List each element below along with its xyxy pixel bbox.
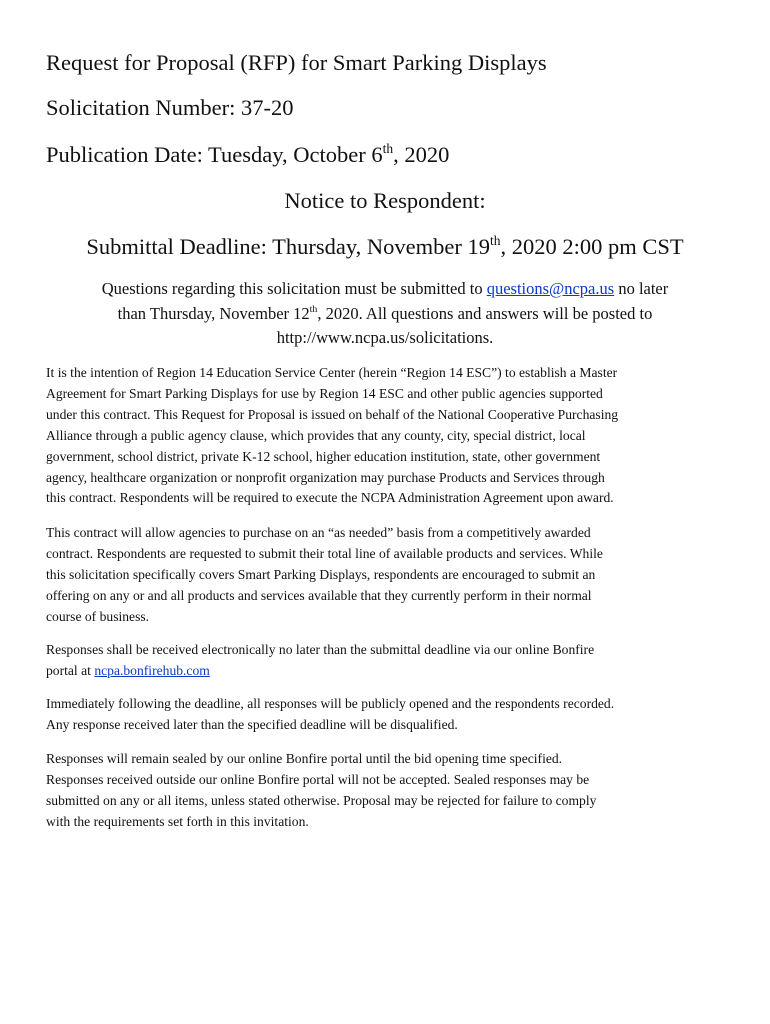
submittal-deadline-ordinal: th (490, 232, 501, 248)
submittal-deadline-time: , 2020 2:00 pm CST (500, 234, 684, 259)
paragraph-line: Alliance through a public agency clause, which provides that any county, city, special district, local (46, 427, 586, 443)
paragraph-line: Responses will remain sealed by our online Bonfire portal until the bid opening time specified. (46, 751, 563, 766)
paragraph-line: Any response received later than the specified deadline will be disqualified. (46, 716, 458, 732)
paragraph-line: contract. Respondents are requested to submit their total line of available products and services. While (46, 545, 603, 561)
paragraph-line (46, 661, 730, 682)
paragraph-line: this solicitation specifically covers Smart Parking Displays, respondents are encouraged to submit an (46, 566, 596, 582)
questions-deadline-ordinal: th (309, 303, 318, 315)
questions-deadline-tail: , 2020. All questions and answers will be posted to (317, 303, 653, 323)
submittal-deadline (0, 233, 770, 261)
contract-paragraph (46, 523, 730, 628)
paragraph-line: This contract will allow agencies to purchase on an “as needed” basis from a competitively awarded (46, 525, 591, 540)
questions-url: http://www.ncpa.us/solicitations. (276, 328, 494, 347)
rfp-title: Request for Proposal (RFP) for Smart Parking Displays (46, 50, 547, 75)
paragraph-line: Agreement for Smart Parking Displays for use by Region 14 ESC and other public agencies supported (46, 385, 603, 401)
paragraph-line: Immediately following the deadline, all responses will be publicly opened and the respondents recorded. (46, 696, 615, 711)
paragraph-line: It is the intention of Region 14 Education Service Center (herein “Region 14 ESC”) to establish a Master (46, 365, 618, 380)
paragraph-line: agency, healthcare organization or nonprofit organization may purchase Products and Services through (46, 469, 605, 485)
submittal-deadline-text: Submittal Deadline: Thursday, November 19 (86, 234, 490, 259)
paragraph-line: Responses received outside our online Bonfire portal will not be accepted. Sealed responses may be (46, 771, 590, 787)
sealed-paragraph (46, 749, 730, 833)
portal-text: portal at (46, 662, 95, 678)
responses-paragraph (46, 640, 730, 682)
questions-email-link[interactable]: questions@ncpa.us (486, 279, 615, 298)
publication-date-text: Publication Date: Tuesday, October 6 (46, 142, 383, 167)
paragraph-line: Responses shall be received electronically no later than the submittal deadline via our online Bonfire (46, 642, 595, 657)
questions-text: Questions regarding this solicitation must be submitted to (101, 279, 487, 298)
paragraph-line: with the requirements set forth in this invitation. (46, 813, 309, 829)
intention-paragraph (46, 363, 730, 509)
questions-deadline-text: than Thursday, November 12 (117, 303, 310, 323)
paragraph-line: offering on any or and all products and services available that they currently perform in their normal (46, 587, 592, 603)
paragraph-line: course of business. (46, 608, 150, 624)
questions-line-2 (48, 302, 722, 327)
paragraph-line: under this contract. This Request for Proposal is issued on behalf of the National Cooperative Purchasing (46, 406, 619, 422)
opening-paragraph (46, 694, 730, 736)
notice-heading: Notice to Respondent: (284, 188, 486, 213)
bonfire-portal-link[interactable]: ncpa.bonfirehub.com (94, 662, 210, 678)
publication-date (46, 141, 449, 169)
questions-block (48, 277, 722, 351)
questions-text-tail: no later (614, 279, 669, 298)
solicitation-number: Solicitation Number: 37-20 (46, 95, 294, 120)
questions-line-1 (48, 277, 722, 302)
publication-date-year: , 2020 (393, 142, 450, 167)
publication-date-ordinal: th (382, 140, 394, 156)
paragraph-line: this contract. Respondents will be required to execute the NCPA Administration Agreement upon award. (46, 490, 614, 506)
paragraph-line: submitted on any or all items, unless stated otherwise. Proposal may be rejected for failure to comply (46, 792, 597, 808)
paragraph-line: government, school district, private K-12 school, higher education institution, state, other government (46, 448, 601, 464)
